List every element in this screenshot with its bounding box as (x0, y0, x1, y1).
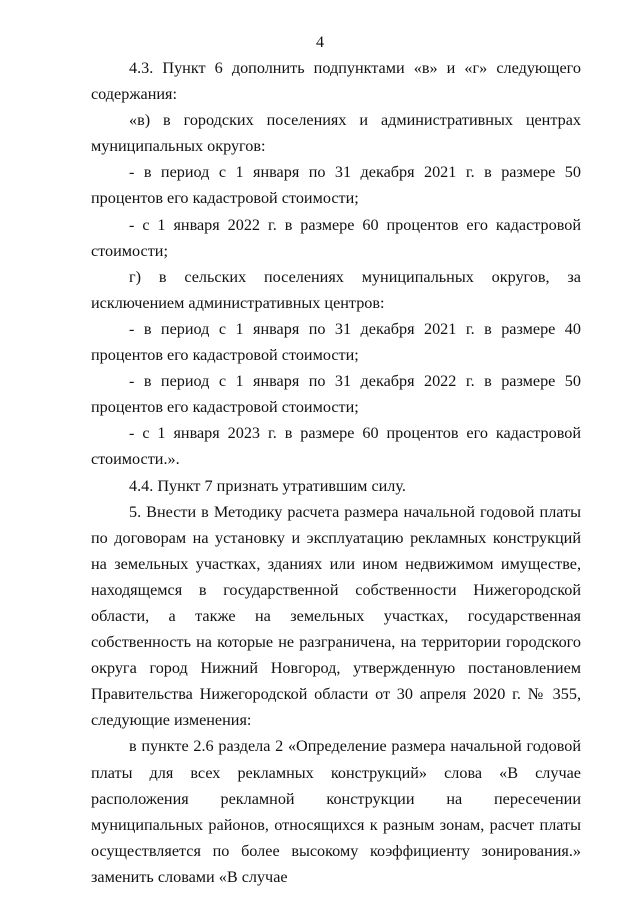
subitem-v-from-2022: - с 1 января 2022 г. в размере 60 процентов его кадастровой стоимости; (91, 215, 581, 260)
subitem-v: «в) в городских поселениях и административных центрах муниципальных округов: (91, 111, 581, 156)
page-number: 4 (316, 34, 324, 51)
paragraph-4-4: 4.4. Пункт 7 признать утратившим силу. (129, 476, 406, 495)
paragraph-4-3: 4.3. Пункт 6 дополнить подпунктами «в» и «г» следующего содержания: (91, 59, 581, 104)
subitem-g-from-2023: - с 1 января 2023 г. в размере 60 процентов его кадастровой стоимости.». (91, 424, 581, 469)
paragraph-2-6-amendment: в пункте 2.6 раздела 2 «Определение размера начальной годовой платы для всех рекламных конструкций» слова «В случае расположения рекламной конструкции на пересечении муниципальных районов, относящихся к разным зонам, расчет платы осуществляется по более высокому коэффициенту зонирования.» заменить словами «В случае (91, 737, 581, 886)
subitem-g-period-2021: - в период с 1 января по 31 декабря 2021 г. в размере 40 процентов его кадастровой стоимости; (91, 319, 581, 365)
subitem-v-period-2021: - в период с 1 января по 31 декабря 2021 г. в размере 50 процентов его кадастровой стоимости; (91, 163, 581, 208)
subitem-g-period-2022: - в период с 1 января по 31 декабря 2022 г. в размере 50 процентов его кадастровой стоимости; (91, 372, 581, 417)
subitem-g: г) в сельских поселениях муниципальных округов, за исключением административных центров: (91, 267, 581, 312)
paragraph-5: 5. Внести в Методику расчета размера начальной годовой платы по договорам на установку и эксплуатацию рекламных конструкций на земельных участках, зданиях или ином недвижимом имуществе, находящемся в государственной собственности Нижегородской области, а также на земельных участках, государственная собственность на которые не разграничена, на территории городского округа город Нижний Новгород, утвержденную постановлением Правительства Нижегородской области от 30 апреля 2020 г. № 355, следующие изменения: (91, 502, 581, 730)
document-body (91, 55, 581, 890)
